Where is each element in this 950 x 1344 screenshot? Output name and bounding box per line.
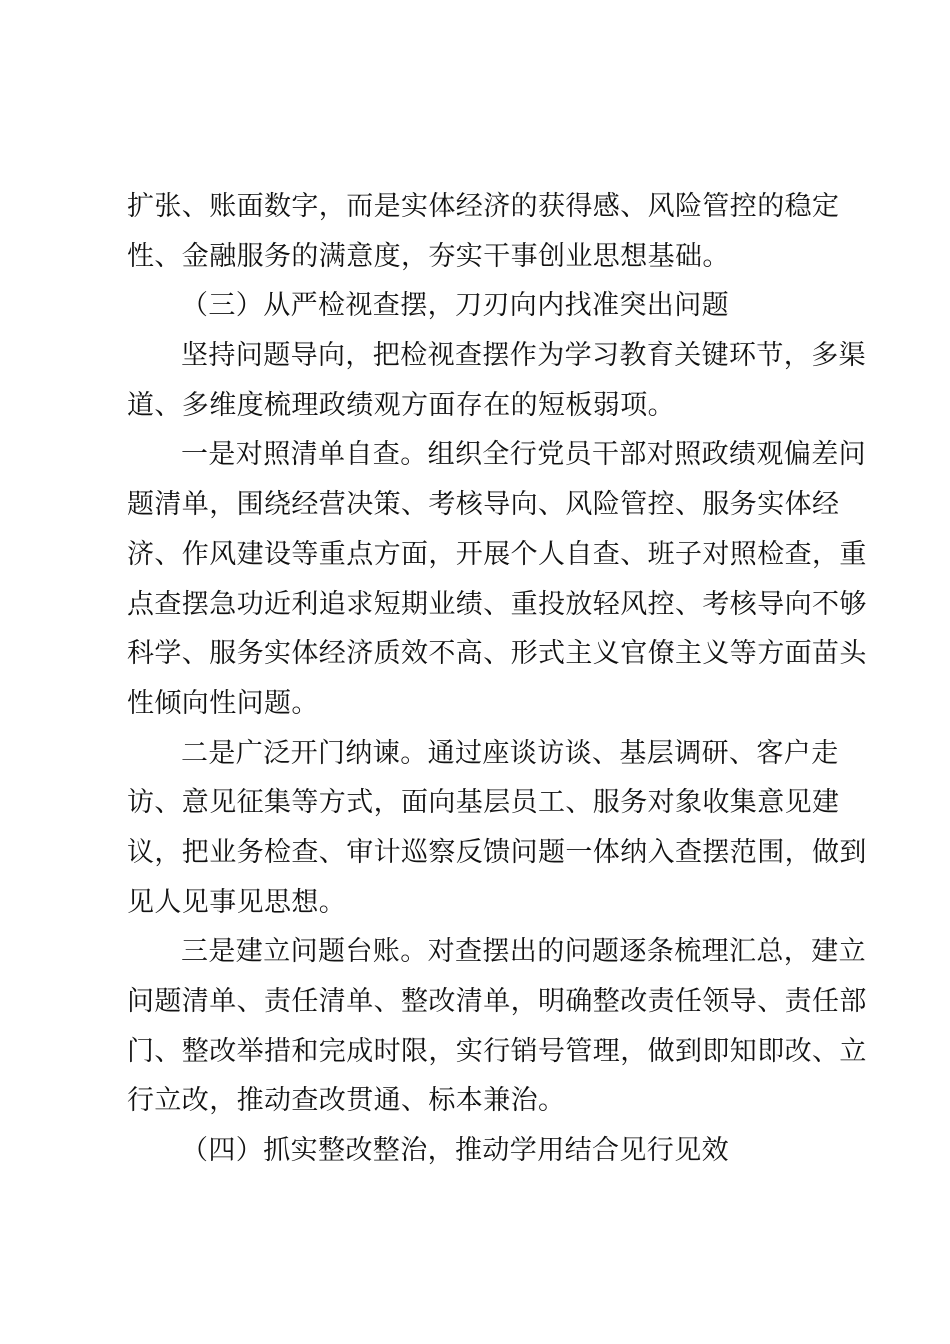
paragraph-line: 二是广泛开门纳谏。通过座谈访谈、基层调研、客户走 — [181, 737, 839, 769]
paragraph-line: 题清单，围绕经营决策、考核导向、风险管控、服务实体经 — [127, 489, 840, 521]
paragraph-line: 访、意见征集等方式，面向基层员工、服务对象收集意见建 — [127, 787, 840, 819]
paragraph-line: 济、作风建设等重点方面，开展个人自查、班子对照检查，重 — [127, 538, 867, 570]
document-body — [127, 182, 867, 1176]
paragraph-line: 问题清单、责任清单、整改清单，明确整改责任领导、责任部 — [127, 986, 867, 1017]
paragraph-line: 道、多维度梳理政绩观方面存在的短板弱项。 — [127, 389, 675, 421]
section-heading: （四）抓实整改整治，推动学用结合见行见效 — [181, 1135, 729, 1167]
paragraph-line: 扩张、账面数字，而是实体经济的获得感、风险管控的稳定 — [127, 191, 840, 222]
paragraph-line: 性、金融服务的满意度，夯实干事创业思想基础。 — [127, 240, 730, 272]
paragraph-line: 点查摆急功近利追求短期业绩、重投放轻风控、考核导向不够 — [127, 588, 867, 620]
paragraph-line: 行立改，推动查改贯通、标本兼治。 — [127, 1085, 566, 1117]
paragraph-line: 见人见事见思想。 — [127, 886, 347, 918]
paragraph-line: 一是对照清单自查。组织全行党员干部对照政绩观偏差问 — [181, 439, 866, 471]
paragraph-line: 三是建立问题台账。对查摆出的问题逐条梳理汇总，建立 — [181, 936, 866, 968]
paragraph-line: 性倾向性问题。 — [127, 687, 319, 719]
paragraph-line: 议，把业务检查、审计巡察反馈问题一体纳入查摆范围，做到 — [127, 836, 867, 868]
section-heading: （三）从严检视查摆，刀刃向内找准突出问题 — [181, 290, 729, 322]
paragraph-line: 科学、服务实体经济质效不高、形式主义官僚主义等方面苗头 — [127, 638, 867, 670]
paragraph-line: 坚持问题导向，把检视查摆作为学习教育关键环节，多渠 — [181, 340, 866, 372]
paragraph-line: 门、整改举措和完成时限，实行销号管理，做到即知即改、立 — [127, 1035, 867, 1067]
